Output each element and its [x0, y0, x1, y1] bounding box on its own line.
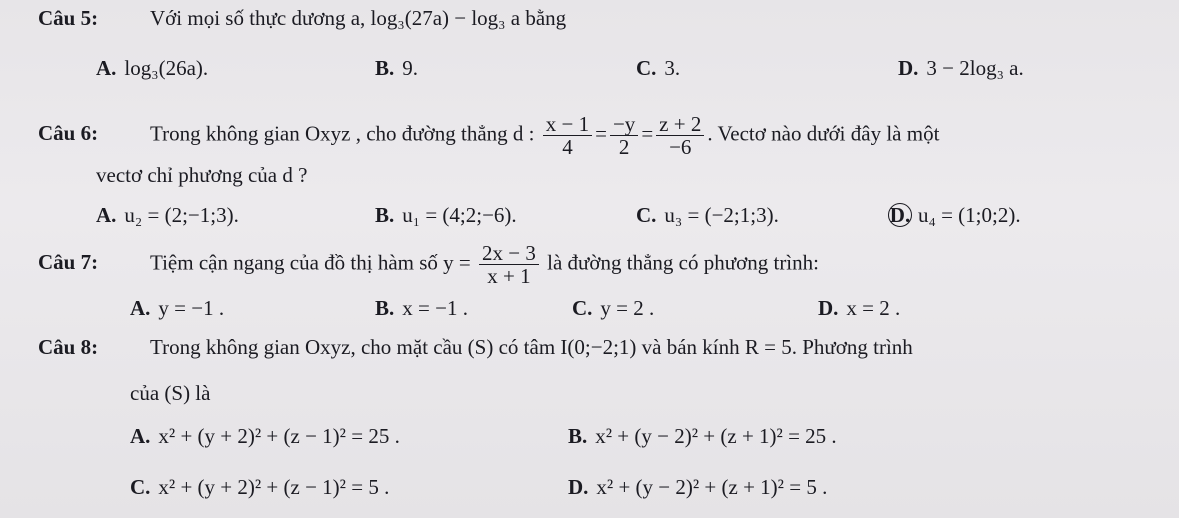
question-8-text: Trong không gian Oxyz, cho mặt cầu (S) có tâm I(0;−2;1) và bán kính R = 5. Phương trình [150, 335, 913, 359]
question-6-text-end: . Vectơ nào dưới đây là một [707, 121, 940, 146]
fraction-denominator: 4 [562, 135, 573, 159]
option-text: u₂ = (2;−1;3). [124, 203, 239, 227]
option-letter: A. [96, 56, 117, 80]
fraction-numerator: −y [610, 113, 638, 136]
option-text: 3 − 2log₃ a. [926, 56, 1024, 80]
fraction-numerator: x − 1 [543, 113, 592, 136]
fraction-numerator: z + 2 [656, 113, 704, 136]
option-letter: A. [130, 296, 151, 320]
option-letter: C. [572, 296, 593, 320]
option-letter: D. [568, 475, 589, 499]
option-text: y = −1 . [158, 296, 225, 320]
option-text: log₃(26a). [124, 56, 209, 80]
fraction-denominator: 2 [618, 135, 630, 159]
option-letter: D. [898, 56, 919, 80]
q8-option-c[interactable] [130, 474, 389, 500]
selected-answer-circle: D. [889, 203, 911, 227]
option-text: x² + (y + 2)² + (z − 1)² = 5 . [158, 475, 390, 499]
option-letter: C. [636, 56, 657, 80]
fraction [610, 113, 638, 158]
q6-option-a[interactable] [96, 202, 239, 228]
question-7-label: Câu 7: [38, 250, 99, 275]
option-letter: B. [568, 424, 588, 448]
q7-option-d[interactable] [818, 295, 900, 321]
option-text: 3. [664, 56, 681, 80]
option-text: x = −1 . [402, 296, 468, 320]
question-7-text-end: là đường thẳng có phương trình: [547, 250, 819, 275]
option-text: y = 2 . [600, 296, 655, 320]
option-letter: C. [130, 475, 151, 499]
option-letter: A. [96, 203, 117, 227]
option-letter: B. [375, 296, 395, 320]
q7-option-a[interactable] [130, 295, 224, 321]
option-letter: A. [130, 424, 151, 448]
option-text: x² + (y − 2)² + (z + 1)² = 25 . [595, 424, 837, 448]
q8-option-d[interactable] [568, 474, 827, 500]
option-text: u₃ = (−2;1;3). [664, 203, 779, 227]
question-7-text: Tiệm cận ngang của đồ thị hàm số y = [150, 250, 471, 275]
q6-option-c[interactable] [636, 202, 779, 228]
q6-option-b[interactable] [375, 202, 517, 228]
fraction [656, 113, 704, 158]
fraction [479, 242, 539, 287]
option-letter: B. [375, 203, 395, 227]
q5-option-d[interactable] [898, 55, 1024, 81]
q8-option-a[interactable] [130, 423, 400, 449]
q5-option-b[interactable] [375, 55, 418, 81]
q6-option-d[interactable] [888, 202, 1021, 228]
question-8-stem [38, 334, 913, 360]
q7-option-b[interactable] [375, 295, 468, 321]
q5-option-a[interactable] [96, 55, 208, 81]
option-text: 9. [402, 56, 419, 80]
question-5-label: Câu 5: [38, 6, 99, 30]
option-text: u₄ = (1;0;2). [918, 203, 1021, 227]
question-6-stem: Câu 6: Trong không gian Oxyz , cho đường thẳng d : $\frac{x - 1}{4}$ = $\frac{-y}{2}$ = $\frac{z + 2}{-6}$ . Vectơ nào dưới đây là một [38, 112, 940, 159]
q7-option-c[interactable] [572, 295, 654, 321]
q8-option-b[interactable] [568, 423, 837, 449]
fraction-denominator: −6 [669, 135, 692, 159]
option-text: x = 2 . [846, 296, 901, 320]
option-text: x² + (y + 2)² + (z − 1)² = 25 . [158, 424, 400, 448]
fraction-numerator: 2x − 3 [479, 242, 539, 265]
q5-option-c[interactable] [636, 55, 680, 81]
question-6-stem-line2: vectơ chỉ phương của d ? [96, 163, 308, 187]
option-letter: D. [818, 296, 839, 320]
question-5-stem [38, 5, 566, 31]
option-text: x² + (y − 2)² + (z + 1)² = 5 . [596, 475, 828, 499]
option-letter: C. [636, 203, 657, 227]
fraction [543, 113, 592, 158]
question-8-label: Câu 8: [38, 335, 99, 359]
question-7-stem [38, 242, 819, 287]
fraction-denominator: x + 1 [487, 264, 531, 288]
question-6-text: Trong không gian Oxyz , cho đường thẳng d : [150, 121, 535, 146]
question-8-stem-line2: của (S) là [130, 381, 211, 405]
question-6-label: Câu 6: [38, 121, 99, 146]
question-5-text: Với mọi số thực dương a, log₃(27a) − log₃ a bằng [150, 6, 567, 30]
option-text: u₁ = (4;2;−6). [402, 203, 517, 227]
option-letter: B. [375, 56, 395, 80]
